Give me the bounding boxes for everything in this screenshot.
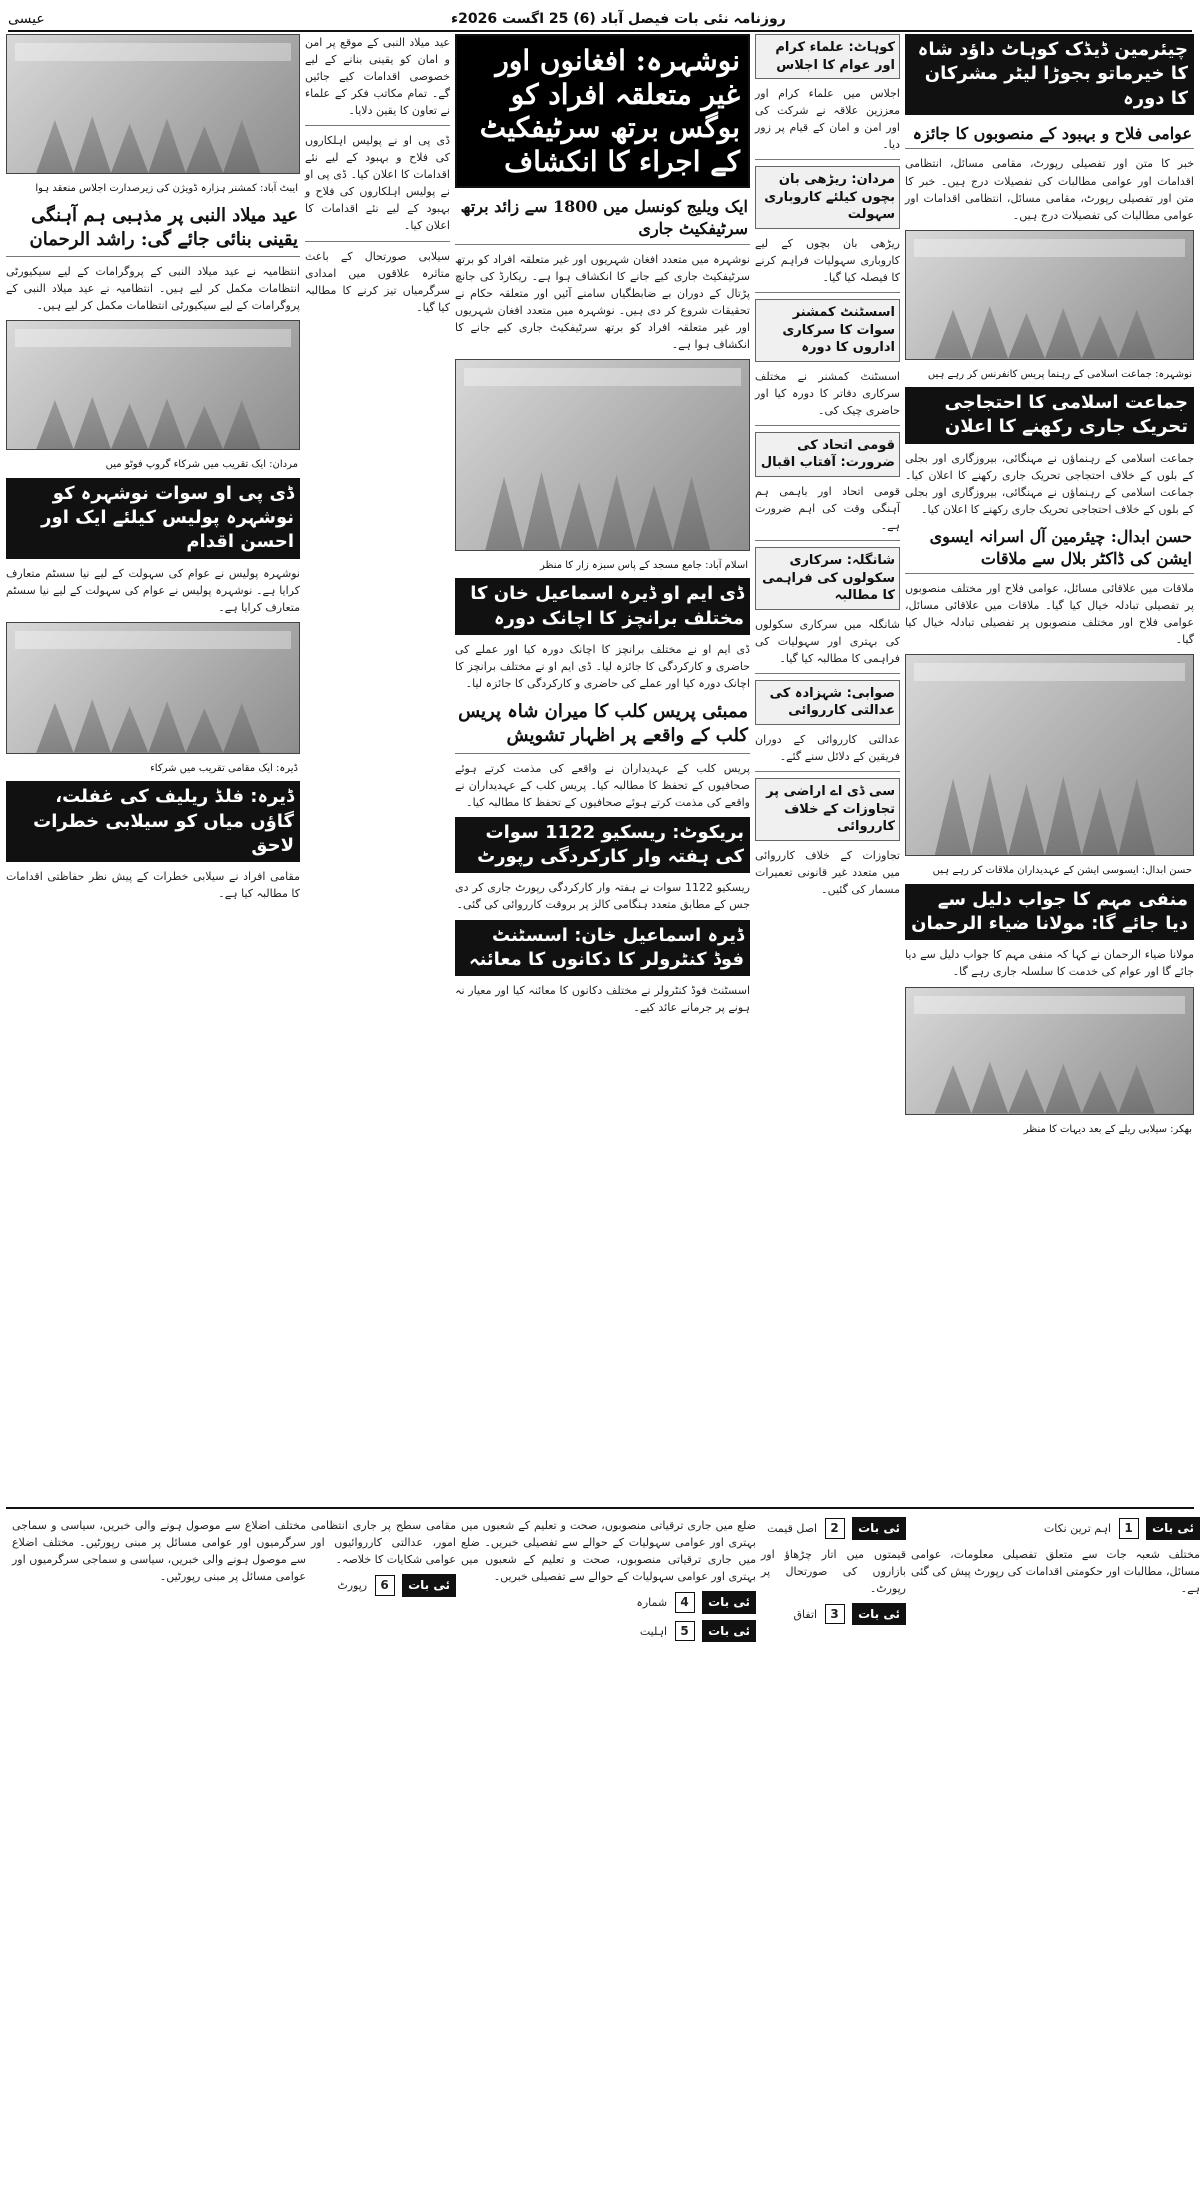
mid-right-headline: جماعت اسلامی کا احتجاجی تحریک جاری رکھنے کا اعلان: [905, 387, 1194, 444]
bottom-quote-3: [761, 1603, 906, 1626]
left-photo-3: [6, 622, 300, 754]
mid-right-headline-2: حسن ابدال: چیئرمین آل اسرانہ ایسوی ایشن کی ڈاکٹر بلال سے ملاقات: [905, 524, 1194, 574]
bottom-tag-2: ئی بات: [852, 1517, 906, 1540]
left-text-1: انتظامیہ نے عید میلاد النبی کے پروگرامات کے لیے سیکیورٹی انتظامات مکمل کر لیے ہیں۔ انتظامیہ نے عید میلاد النبی کے پروگرامات کے لیے سیکیورٹی انتظامات مکمل کر لیے ہیں۔: [6, 265, 300, 313]
masthead-left: عیسی: [8, 11, 45, 27]
small-head-4: قومی اتحاد کی ضرورت: آفتاب اقبال: [755, 432, 900, 477]
center-photo-1: [455, 359, 750, 551]
main-story-text: نوشہرہ میں متعدد افغان شہریوں اور غیر متعلقہ افراد کو برتھ سرٹیفکیٹ جاری کیے جانے کا انکشاف ہوا ہے۔ ریکارڈ کی جانچ پڑتال کے دوران بے ضابطگیاں سامنے آئیں اور متعلقہ حکام نے تحقیقات شروع کر دی ہیں۔ نوشہرہ میں متعدد افغان شہریوں اور غیر متعلقہ افراد کو برتھ سرٹیفکیٹ جاری کیے جانے کا انکشاف ہوا ہے۔: [455, 252, 750, 351]
bottom-tag-6: ئی بات: [402, 1574, 456, 1597]
bottom-quote-title-1: اہم ترین نکات: [1043, 1522, 1112, 1535]
left-photo-2: [6, 320, 300, 450]
separator-6: [755, 771, 900, 772]
bottom-right-section: [911, 1517, 1200, 2191]
bottom-quote-title-4: شمارہ: [636, 1596, 668, 1610]
center-headline-1: ڈی ایم او ڈیرہ اسماعیل خان کا مختلف برانچز کا اچانک دورہ: [455, 578, 750, 635]
center-headline-4: ڈیرہ اسماعیل خان: اسسٹنٹ فوڈ کنٹرولر کا دکانوں کا معائنہ: [455, 920, 750, 977]
top-right-headline: چیئرمین ڈیڈک کوہاٹ داؤد شاہ کا خیرماتو بجوڑا لیٹر مشرکان کا دورہ: [905, 34, 1194, 115]
left-headline-2: ڈی پی او سوات نوشہرہ کو نوشہرہ پولیس کیلئے ایک اور احسن اقدام: [6, 478, 300, 559]
bottom-quote-4: [461, 1591, 756, 1614]
center-headline-2: ممبئی پریس کلب کا میران شاہ پریس کلب کے واقعے پر اظہار تشویش: [455, 698, 750, 754]
small-head-2: مردان: ریڑھی بان بچوں کیلئے کاروباری سہولت: [755, 166, 900, 229]
center-right-text-6: عدالتی کارروائی کے دوران فریقین کے دلائل سنے گئے۔: [755, 732, 900, 763]
bottom-center-right-section: [761, 1517, 906, 2191]
center-text-3: ریسکیو 1122 سوات نے ہفتہ وار کارکردگی رپورٹ جاری کر دی جس کے مطابق متعدد ہنگامی کالز پر بروقت کارروائی کی گئی۔: [455, 881, 750, 912]
bottom-left-section: [12, 1517, 306, 2191]
center-photo-caption-1: اسلام آباد: جامع مسجد کے پاس سبزہ زار کا منظر: [539, 559, 748, 571]
bottom-quote-title-5: اہلیت: [639, 1624, 668, 1638]
bottom-quote-2: [761, 1517, 906, 1540]
bottom-center-left-text: مقامی سطح پر جاری انتظامی امور، عدالتی کارروائیوں اور عوامی شکایات کا خلاصہ۔: [311, 1519, 456, 1567]
bottom-quote-title-3: اتفاق: [793, 1607, 818, 1621]
left-headline-1: عید میلاد النبی پر مذہبی ہم آہنگی یقینی بنائی جائے گی: راشد الرحمان: [6, 202, 300, 258]
bottom-quote-title-6: رپورٹ: [337, 1579, 368, 1593]
left-photo-caption-3: ڈیرہ: ایک مقامی تقریب میں شرکاء: [150, 762, 298, 774]
center-right-text-7: تجاوزات کے خلاف کارروائی میں متعدد غیر قانونی تعمیرات مسمار کی گئیں۔: [755, 848, 900, 896]
left-photo-1: [6, 34, 300, 174]
bottom-tag-4: ئی بات: [702, 1591, 756, 1614]
left-text-3: مقامی افراد نے سیلابی خطرات کے پیش نظر حفاظتی اقدامات کا مطالبہ کیا ہے۔: [6, 870, 300, 901]
separator-7: [305, 125, 450, 126]
center-right-text-1: اجلاس میں علماء کرام اور معززین علاقہ نے شرکت کی اور امن و امان کے قیام پر زور دیا۔: [755, 87, 900, 152]
small-head-3: اسسٹنٹ کمشنر سوات کا سرکاری اداروں کا دورہ: [755, 299, 900, 362]
small-head-5: شانگلہ: سرکاری سکولوں کی فراہمی کا مطالبہ: [755, 547, 900, 610]
center-text-1: ڈی ایم او نے مختلف برانچز کا اچانک دورہ کیا اور عملے کی حاضری و کارکردگی کا جائزہ لیا۔ ڈی ایم او نے مختلف برانچز کا اچانک دورہ کیا اور عملے کی حاضری و کارکردگی کا جائزہ لیا۔: [455, 642, 750, 691]
center-text-2: پریس کلب کے عہدیداران نے واقعے کی مذمت کرتے ہوئے صحافیوں کے تحفظ کا مطالبہ کیا۔ پریس کلب کے عہدیداران نے واقعے کی مذمت کرتے ہوئے صحافیوں کے تحفظ کا مطالبہ کیا۔: [455, 761, 750, 809]
masthead-center: روزنامہ نئی بات فیصل آباد (6) 25 اگست 2026ء: [450, 11, 786, 27]
right-story-text: خبر کا متن اور تفصیلی رپورٹ، مقامی مسائل، انتظامی اقدامات اور عوامی مطالبات کی تفصیلات درج ہیں۔ خبر کا متن اور تفصیلی رپورٹ، مقامی مسائل، انتظامی اقدامات اور عوامی مطالبات کی تفصیلات درج ہیں۔: [905, 157, 1194, 222]
left-text-2: نوشہرہ پولیس نے عوام کی سہولت کے لیے نیا سسٹم متعارف کرایا ہے۔ نوشہرہ پولیس نے عوام کی سہولت کے لیے نیا سسٹم متعارف کرایا ہے۔: [6, 566, 300, 614]
bottom-band: [6, 1507, 1200, 2191]
bottom-center-section: [461, 1517, 756, 2191]
bottom-tag-3: ئی بات: [852, 1603, 906, 1626]
separator-5: [755, 673, 900, 674]
right-photo-caption-3: بھکر: سیلابی ریلے کے بعد دیہات کا منظر: [1023, 1123, 1192, 1135]
bottom-tag-1: ئی بات: [1146, 1517, 1200, 1540]
center-headline-3: بریکوٹ: ریسکیو 1122 سوات کی ہفتہ وار کارکردگی رپورٹ: [455, 817, 750, 874]
small-head-6: صوابی: شہزادہ کی عدالتی کارروائی: [755, 680, 900, 725]
right-photo-3: [905, 987, 1194, 1115]
separator-3: [755, 425, 900, 426]
bottom-number-1: 1: [1119, 1518, 1139, 1539]
masthead: [8, 8, 1192, 32]
mid-right-text-2: ملاقات میں علاقائی مسائل، عوامی فلاح اور مختلف منصوبوں پر تفصیلی تبادلہ خیال کیا گیا۔ ملاقات میں علاقائی مسائل، عوامی فلاح اور مختلف منصوبوں پر تفصیلی تبادلہ خیال کیا گیا۔: [905, 582, 1194, 647]
center-right-text-4: قومی اتحاد اور باہمی ہم آہنگی وقت کی اہم ضرورت ہے۔: [755, 484, 900, 533]
right-photo-2: [905, 654, 1194, 856]
small-head-7: سی ڈی اے اراضی پر تجاوزات کے خلاف کارروائی: [755, 778, 900, 841]
separator-4: [755, 540, 900, 541]
bottom-quote-5: [461, 1620, 756, 1643]
bottom-tag-5: ئی بات: [702, 1620, 756, 1643]
center-left-text-1: عید میلاد النبی کے موقع پر امن و امان کو یقینی بنانے کے لیے خصوصی اقدامات کیے جائیں گے۔ تمام مکاتب فکر کے علماء نے تعاون کا یقین دلایا۔: [305, 36, 450, 118]
bottom-number-6: 6: [375, 1575, 395, 1596]
bottom-number-3: 3: [825, 1604, 845, 1625]
bottom-quote-title-2: اصل قیمت: [767, 1522, 818, 1535]
bottom-center-text-1: ضلع میں جاری ترقیاتی منصوبوں، صحت و تعلیم کے شعبوں میں بہتری اور عوامی سہولیات کے حوالے سے تفصیلی خبریں۔ ضلع میں جاری ترقیاتی منصوبوں، صحت و تعلیم کے شعبوں میں بہتری اور عوامی سہولیات کے حوالے سے تفصیلی خبریں۔: [461, 1519, 756, 1584]
bottom-right-column-text: مختلف شعبہ جات سے متعلق تفصیلی معلومات، عوامی مسائل، مطالبات اور حکومتی اقدامات کی رپورٹ پیش کی گئی ہے۔: [911, 1547, 1200, 1595]
left-headline-3: ڈیرہ: فلڈ ریلیف کی غفلت، گاؤں میاں کو سیلابی خطرات لاحق: [6, 781, 300, 862]
bottom-center-right-text: قیمتوں میں اتار چڑھاؤ اور بازاروں کی صورتحال پر رپورٹ۔: [761, 1547, 906, 1595]
bottom-left-text: مختلف اضلاع سے موصول ہونے والی خبریں، سیاسی و سماجی سرگرمیوں اور عوامی مسائل پر مبنی رپورٹیں۔ مختلف اضلاع سے موصول ہونے والی خبریں، سیاسی و سماجی سرگرمیوں اور عوامی مسائل پر مبنی رپورٹیں۔: [12, 1519, 306, 1584]
separator-2: [755, 292, 900, 293]
center-right-text-5: شانگلہ میں سرکاری سکولوں کی بہتری اور سہولیات کی فراہمی کا مطالبہ کیا گیا۔: [755, 617, 900, 665]
mid-right-text: جماعت اسلامی کے رہنماؤں نے مہنگائی، بیروزگاری اور بجلی کے بلوں کے خلاف احتجاجی تحریک جاری رکھنے کا اعلان کیا۔ جماعت اسلامی کے رہنماؤں نے مہنگائی، بیروزگاری اور بجلی کے بلوں کے خلاف احتجاجی تحریک جاری رکھنے کا اعلان کیا۔: [905, 451, 1194, 516]
bottom-number-2: 2: [825, 1518, 845, 1539]
separator-1: [755, 159, 900, 160]
bottom-number-5: 5: [675, 1621, 695, 1642]
main-subheadline: ایک ویلیج کونسل میں 1800 سے زائد برتھ سرٹیفکیٹ جاری: [455, 194, 750, 244]
center-right-text-3: اسسٹنٹ کمشنر نے مختلف سرکاری دفاتر کا دورہ کیا اور حاضری چیک کی۔: [755, 369, 900, 417]
right-photo-caption-2: حسن ابدال: ایسوسی ایشن کے عہدیداران ملاقات کر رہے ہیں: [932, 865, 1192, 877]
right-photo-1: [905, 230, 1194, 360]
center-text-4: اسسٹنٹ فوڈ کنٹرولر نے مختلف دکانوں کا معائنہ کیا اور معیار نہ ہونے پر جرمانے عائد کیے۔: [455, 984, 750, 1015]
bottom-right-text: مولانا ضیاء الرحمان نے کہا کہ منفی مہم کا جواب دلیل سے دیا جائے گا اور عوام کی خدمت کا سلسلہ جاری رہے گا۔: [905, 948, 1194, 979]
right-photo-caption-1: نوشہرہ: جماعت اسلامی کے رہنما پریس کانفرنس کر رہے ہیں: [927, 368, 1192, 380]
center-right-text-2: ریڑھی بان بچوں کے لیے کاروباری سہولیات فراہم کرنے کا فیصلہ کیا گیا۔: [755, 236, 900, 285]
top-right-subheadline: عوامی فلاح و بہبود کے منصوبوں کا جائزہ: [905, 121, 1194, 150]
center-left-text-2: ڈی پی او نے پولیس اہلکاروں کی فلاح و بہبود کے لیے نئے اقدامات کا اعلان کیا۔ ڈی پی او نے پولیس اہلکاروں کی فلاح و بہبود کے لیے نئے اقدامات کا اعلان کیا۔: [305, 134, 450, 233]
bottom-number-4: 4: [675, 1592, 695, 1613]
left-photo-caption-1: ایبٹ آباد: کمشنر ہزارہ ڈویژن کی زیرصدارت اجلاس منعقد ہوا: [35, 183, 298, 194]
bottom-right-headline: منفی مہم کا جواب دلیل سے دیا جائے گا: مولانا ضیاء الرحمان: [905, 884, 1194, 941]
left-photo-caption-2: مردان: ایک تقریب میں شرکاء گروپ فوٹو میں: [105, 459, 298, 471]
main-headline: نوشہرہ: افغانوں اور غیر متعلقہ افراد کو بوگس برتھ سرٹیفکیٹ کے اجراء کا انکشاف: [455, 34, 750, 188]
bottom-quote-6: [311, 1574, 456, 1597]
bottom-quote-1: [911, 1517, 1200, 1540]
small-head-1: کوہاٹ: علماء کرام اور عوام کا اجلاس: [755, 34, 900, 79]
center-left-text-3: سیلابی صورتحال کے باعث متاثرہ علاقوں میں امدادی سرگرمیاں تیز کرنے کا مطالبہ کیا گیا۔: [305, 249, 450, 314]
bottom-center-left-section: [311, 1517, 456, 2191]
separator-8: [305, 241, 450, 242]
